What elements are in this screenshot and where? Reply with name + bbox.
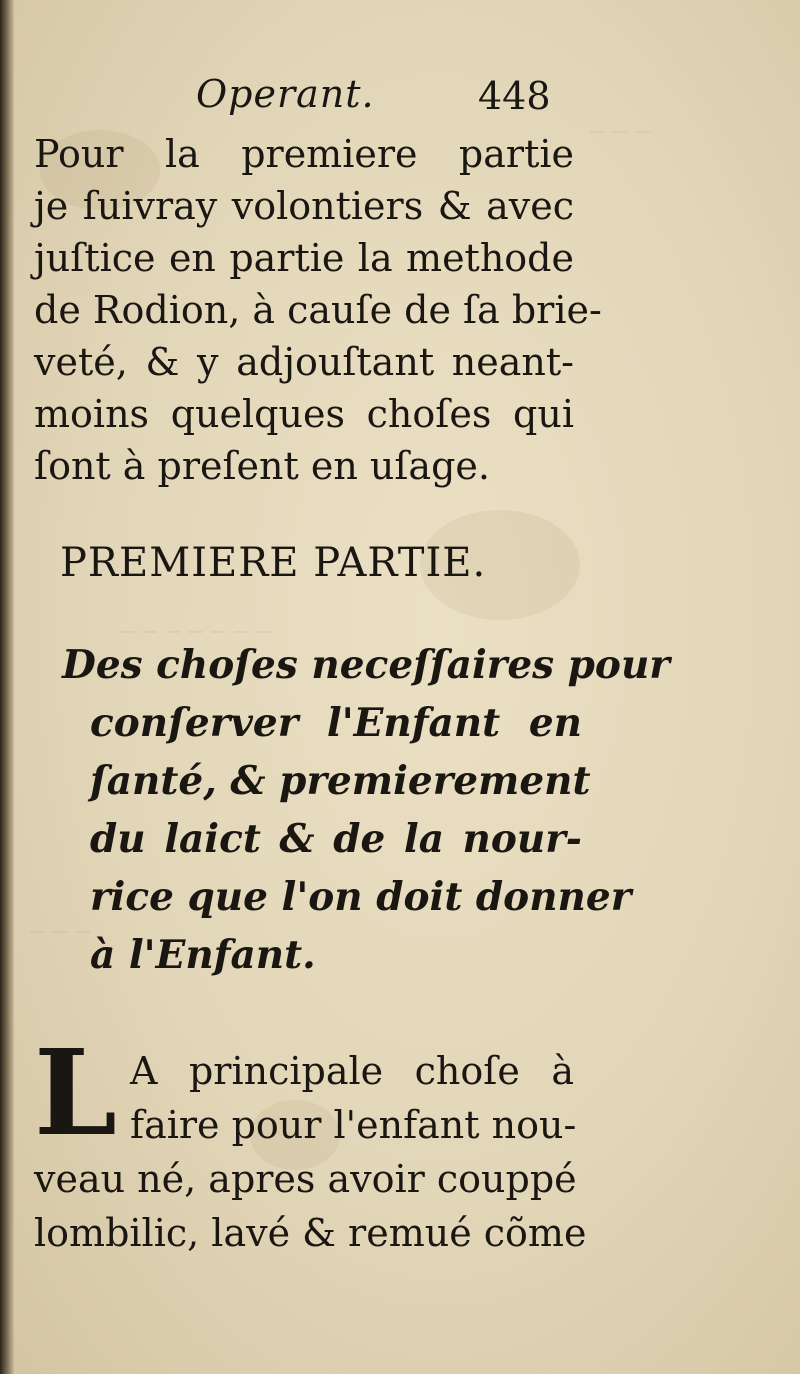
body-paragraph <box>34 1044 587 1260</box>
drop-cap: L <box>34 1023 117 1162</box>
text-line: Pour la premiere partie <box>34 132 574 176</box>
text-line: lombilic, lavé & remué cõme <box>34 1211 587 1255</box>
section-title: PREMIERE PARTIE. <box>60 540 487 586</box>
intro-paragraph <box>34 128 602 492</box>
heading-line: à l'Enfant. <box>90 932 316 978</box>
show-through-text: _ _ _ <box>30 900 90 933</box>
show-through-text: _ _ _ _ _ _ _ <box>120 600 272 633</box>
text-line: moins quelques choſes qui <box>34 392 574 436</box>
heading-line: ſanté, & premierement <box>90 758 591 804</box>
binding-edge <box>0 0 14 1374</box>
page-number: 448 <box>478 74 551 118</box>
text-line: ſont à preſent en uſage. <box>34 444 490 488</box>
text-line: juſtice en partie la methode <box>34 236 574 280</box>
text-line: veau né, apres avoir couppé <box>34 1157 577 1201</box>
text-line: je ſuivray volontiers & avec <box>34 184 574 228</box>
running-head: Operant. <box>196 72 375 116</box>
chapter-heading <box>62 636 670 984</box>
heading-line: du laict & de la nour- <box>90 816 582 862</box>
text-line: faire pour l'enfant nou- <box>130 1103 577 1147</box>
text-line: A principale choſe à <box>130 1049 574 1093</box>
heading-line: conſerver l'Enfant en <box>90 700 582 746</box>
show-through-text: _ _ _ <box>590 100 650 133</box>
heading-line: rice que l'on doit donner <box>90 874 632 920</box>
heading-line: Des choſes neceſſaires pour <box>62 642 670 688</box>
text-line: de Rodion, à cauſe de ſa brie- <box>34 288 602 332</box>
text-line: veté, & y adjouſtant neant- <box>34 340 574 384</box>
